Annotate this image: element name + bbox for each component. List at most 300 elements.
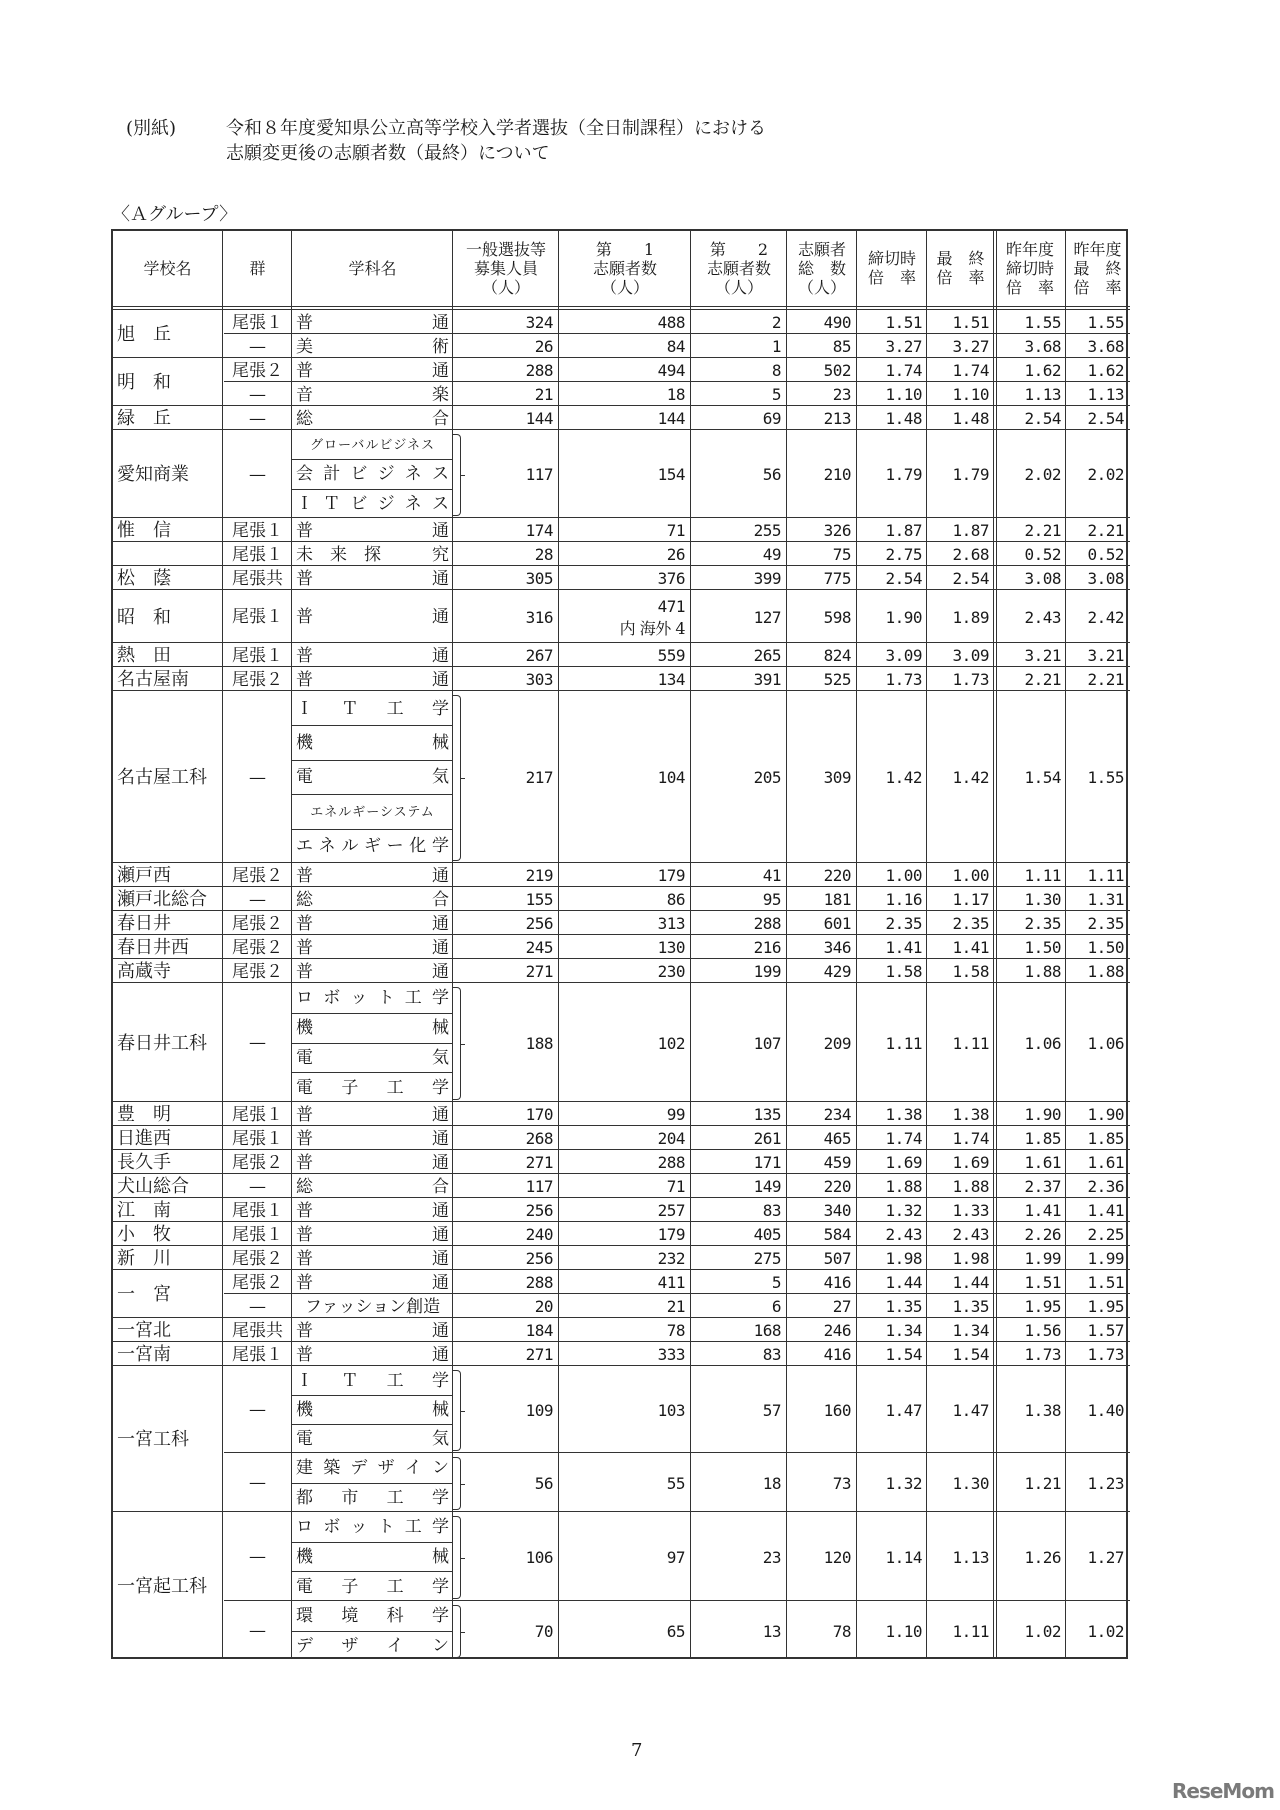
dept-divider [291, 1542, 452, 1543]
second-value [691, 644, 787, 668]
deadline-text: 1.87 [885, 521, 922, 540]
dept-divider [291, 1072, 452, 1073]
second-value [691, 1367, 787, 1454]
row-divider [113, 862, 1130, 863]
second-text: 405 [753, 1225, 781, 1244]
group-text: — [249, 1033, 266, 1053]
first-text: 102 [657, 1033, 685, 1053]
final-text: 2.54 [952, 569, 989, 588]
department-text-left: 普 [296, 865, 313, 886]
school-name-text: 旭 丘 [117, 324, 171, 345]
final-value [927, 692, 994, 864]
final-value [927, 1103, 994, 1127]
first-value [559, 567, 691, 591]
second-value [691, 311, 787, 335]
prev_deadline-text: 1.51 [1024, 1273, 1061, 1292]
capacity-text: 144 [525, 409, 553, 428]
dept-char: エ [296, 836, 313, 857]
second-text: 255 [753, 521, 781, 540]
total-text: 598 [823, 607, 851, 627]
prev-deadline-value [994, 984, 1066, 1103]
department-text-right: 通 [432, 520, 449, 541]
capacity-text: 256 [525, 1201, 553, 1220]
prev_deadline-text: 1.26 [1024, 1547, 1061, 1567]
dept-char: ロ [296, 1517, 313, 1538]
prev-deadline-value [994, 1271, 1066, 1295]
department-text-right: 通 [432, 937, 449, 958]
second-value [691, 1271, 787, 1295]
department-name [292, 1367, 453, 1396]
row-divider [113, 1197, 1130, 1198]
group-cell [223, 1127, 292, 1151]
capacity-text: 188 [525, 1033, 553, 1053]
capacity-value [453, 359, 559, 383]
department-name [292, 1543, 453, 1573]
school-name [113, 1127, 224, 1151]
department-text-right: 術 [432, 336, 449, 357]
school-name-text: 一宮南 [117, 1344, 171, 1365]
prev_final-text: 1.27 [1087, 1547, 1124, 1567]
prev-deadline-value [994, 1367, 1066, 1454]
group-cell [223, 888, 292, 912]
prev_final-text: 1.02 [1087, 1621, 1124, 1641]
group-cell [223, 1295, 292, 1319]
first-value [559, 1343, 691, 1367]
prev_deadline-text: 1.02 [1024, 1621, 1061, 1641]
prev_deadline-text: 1.11 [1024, 866, 1061, 885]
first-value [559, 1513, 691, 1602]
department-text [296, 698, 449, 719]
department-name [292, 519, 453, 543]
total-text: 429 [823, 962, 851, 981]
final-value [927, 644, 994, 668]
total-value [787, 1199, 857, 1223]
dept-char: Ｔ [323, 493, 341, 514]
prev_deadline-text: 1.30 [1024, 890, 1061, 909]
prev-final-value [1066, 1175, 1129, 1199]
final-value [927, 543, 994, 567]
second-text: 57 [762, 1400, 781, 1420]
second-value [691, 519, 787, 543]
department-name [292, 383, 453, 407]
department-name [292, 644, 453, 668]
total-text: 220 [823, 1177, 851, 1196]
capacity-text: 240 [525, 1225, 553, 1244]
dept-char: 子 [341, 1077, 359, 1098]
dept-char: 工 [386, 1077, 404, 1098]
first-text: 230 [657, 962, 685, 981]
dept-char: ト [377, 1517, 395, 1538]
department-text [296, 1546, 449, 1567]
first-text: 232 [657, 1249, 685, 1268]
department-text-left: 普 [296, 360, 313, 381]
dept-char: ッ [350, 988, 368, 1009]
department-text: エネルギーシステム [310, 804, 435, 820]
deadline-text: 1.32 [885, 1473, 922, 1493]
prev-deadline-value [994, 359, 1066, 383]
dept-char: 械 [432, 733, 449, 754]
department-name [292, 795, 453, 829]
first-text: 104 [657, 768, 685, 787]
header-line: 締切時 [1005, 258, 1054, 278]
final-text: 1.47 [952, 1400, 989, 1420]
prev_final-text: 1.57 [1087, 1321, 1124, 1340]
row-divider [224, 1600, 1130, 1601]
second-value [691, 1103, 787, 1127]
total-text: 209 [823, 1033, 851, 1053]
total-value [787, 311, 857, 335]
group-cell [223, 591, 292, 644]
deadline-text: 1.51 [885, 313, 922, 332]
second-text: 216 [753, 938, 781, 957]
second-text: 6 [771, 1297, 781, 1316]
prev_final-text: 1.99 [1087, 1249, 1124, 1268]
prev_final-text: 1.51 [1087, 1273, 1124, 1292]
prev-final-value [1066, 359, 1129, 383]
total-value [787, 692, 857, 864]
total-value [787, 1103, 857, 1127]
final-value [927, 960, 994, 984]
header-line: （人） [600, 277, 649, 297]
dept-char: ザ [341, 1635, 359, 1656]
prev-deadline-value [994, 1602, 1066, 1661]
department-text-right: 通 [432, 1224, 449, 1245]
department-text-right: 通 [432, 913, 449, 934]
group-cell [223, 1103, 292, 1127]
deadline-value [857, 864, 927, 888]
final-value [927, 1271, 994, 1295]
first-text: 134 [657, 670, 685, 689]
header-line: （人） [714, 277, 763, 297]
total-value [787, 1513, 857, 1602]
final-text: 1.10 [952, 385, 989, 404]
prev_final-text: 2.02 [1087, 465, 1124, 484]
group-text: — [249, 464, 266, 485]
second-text: 127 [753, 607, 781, 627]
department-text [296, 1402, 449, 1419]
second-value [691, 1127, 787, 1151]
prev-deadline-value [994, 1295, 1066, 1319]
capacity-value [453, 960, 559, 984]
row-divider [113, 1341, 1130, 1342]
first-text: 494 [657, 361, 685, 380]
group-cell [223, 1367, 292, 1454]
dept-char: ギ [363, 836, 381, 857]
capacity-text: 56 [534, 1473, 553, 1493]
school-name-text: 春日井 [117, 913, 171, 934]
deadline-text: 1.69 [885, 1153, 922, 1172]
department-text [296, 1373, 449, 1390]
prev_final-text: 1.41 [1087, 1201, 1124, 1220]
total-value [787, 1367, 857, 1454]
dept-divider [291, 794, 452, 795]
prev-deadline-value [994, 1343, 1066, 1367]
first-value [559, 591, 691, 644]
capacity-value [453, 864, 559, 888]
total-value [787, 668, 857, 692]
capacity-text: 271 [525, 962, 553, 981]
group-text: 尾張１ [232, 1200, 283, 1221]
first-text: 99 [666, 1105, 685, 1124]
deadline-text: 1.98 [885, 1249, 922, 1268]
first-value [559, 431, 691, 519]
first-value [559, 960, 691, 984]
final-text: 1.73 [952, 670, 989, 689]
prev_deadline-text: 1.41 [1024, 1201, 1061, 1220]
school-name-text: 豊 明 [117, 1104, 171, 1125]
school-name [113, 567, 224, 591]
capacity-text: 324 [525, 313, 553, 332]
total-text: 824 [823, 646, 851, 665]
header-line: 募集人員 [473, 258, 538, 278]
row-divider [113, 910, 1130, 911]
department-name [292, 431, 453, 460]
department-text: ファッション創造 [304, 1296, 441, 1317]
total-text: 73 [832, 1473, 851, 1493]
dept-char: 気 [432, 1429, 449, 1449]
prev_final-text: 2.42 [1087, 607, 1124, 627]
final-value [927, 912, 994, 936]
prev-final-value [1066, 591, 1129, 644]
capacity-value [453, 1367, 559, 1454]
prev_deadline-text: 2.54 [1024, 409, 1061, 428]
first-value [559, 519, 691, 543]
department-text-right: 通 [432, 865, 449, 886]
deadline-text: 1.14 [885, 1547, 922, 1567]
capacity-value [453, 1199, 559, 1223]
second-value [691, 668, 787, 692]
header-line: （人） [797, 277, 846, 297]
group-cell [223, 383, 292, 407]
department-name [292, 335, 453, 359]
first-value [559, 936, 691, 960]
final-value [927, 1295, 994, 1319]
prev-final-value [1066, 311, 1129, 335]
second-text: 205 [753, 768, 781, 787]
total-text: 23 [832, 385, 851, 404]
row-divider [113, 1221, 1130, 1222]
prev_final-text: 1.88 [1087, 962, 1124, 981]
prev-deadline-value [994, 311, 1066, 335]
first-text: 103 [657, 1400, 685, 1420]
prev-final-value [1066, 912, 1129, 936]
header-line: 倍 率 [936, 268, 985, 287]
deadline-text: 1.74 [885, 1129, 922, 1148]
final-value [927, 567, 994, 591]
prev_final-text: 1.95 [1087, 1297, 1124, 1316]
capacity-text: 28 [534, 545, 553, 564]
total-value [787, 1343, 857, 1367]
department-name [292, 1014, 453, 1044]
group-cell [223, 519, 292, 543]
school-name [113, 1199, 224, 1223]
header-final-rate [927, 231, 994, 305]
total-text: 507 [823, 1249, 851, 1268]
dept-char: 電 [296, 1047, 313, 1068]
prev_final-text: 1.85 [1087, 1129, 1124, 1148]
row-divider [113, 1149, 1130, 1150]
group-text: 尾張共 [232, 568, 283, 589]
group-text: — [249, 767, 266, 788]
prev-deadline-value [994, 864, 1066, 888]
second-value [691, 383, 787, 407]
department-name [292, 1572, 453, 1602]
deadline-text: 1.74 [885, 361, 922, 380]
school-name-text: 瀬戸西 [117, 865, 171, 886]
prev-deadline-value [994, 668, 1066, 692]
department-text [296, 1431, 449, 1448]
capacity-value [453, 1175, 559, 1199]
department-text-left: 普 [296, 645, 313, 666]
dept-divider [291, 1395, 452, 1396]
final-value [927, 984, 994, 1103]
first-text: 84 [666, 337, 685, 356]
final-value [927, 1247, 994, 1271]
school-name-text: 瀬戸北総合 [117, 889, 207, 910]
deadline-text: 2.35 [885, 914, 922, 933]
total-text: 246 [823, 1321, 851, 1340]
total-value [787, 359, 857, 383]
first-text: 71 [666, 521, 685, 540]
department-name [292, 864, 453, 888]
second-value [691, 1151, 787, 1175]
final-value [927, 407, 994, 431]
final-text: 1.79 [952, 465, 989, 484]
total-text: 340 [823, 1201, 851, 1220]
header-school-name [112, 231, 223, 305]
deadline-text: 1.32 [885, 1201, 922, 1220]
final-text: 1.42 [952, 768, 989, 787]
total-text: 459 [823, 1153, 851, 1172]
dept-divider [291, 725, 452, 726]
school-name [113, 1247, 224, 1271]
first-value [559, 1319, 691, 1343]
prev-deadline-value [994, 960, 1066, 984]
second-value [691, 567, 787, 591]
first-value [559, 912, 691, 936]
dept-char: Ｉ [296, 1371, 313, 1391]
group-text: — [249, 1473, 266, 1493]
deadline-text: 3.27 [885, 337, 922, 356]
second-value [691, 543, 787, 567]
deadline-text: 1.41 [885, 938, 922, 957]
prev-final-value [1066, 1247, 1129, 1271]
capacity-text: 245 [525, 938, 553, 957]
capacity-value [453, 407, 559, 431]
dept-char: 科 [386, 1606, 404, 1627]
final-value [927, 519, 994, 543]
group-text: — [249, 408, 266, 429]
group-cell [223, 359, 292, 383]
final-text: 1.41 [952, 938, 989, 957]
dept-char: 械 [432, 1018, 449, 1039]
school-name-text: 松 蔭 [117, 568, 171, 589]
school-name-text: 緑 丘 [117, 408, 171, 429]
department-name [292, 692, 453, 726]
department-name [292, 726, 453, 760]
group-cell [223, 692, 292, 864]
deadline-value [857, 359, 927, 383]
department-text [296, 1635, 449, 1656]
prev-final-value [1066, 1295, 1129, 1319]
department-text-right: 通 [432, 1344, 449, 1365]
first-text: 130 [657, 938, 685, 957]
first-value [559, 984, 691, 1103]
dept-char: イ [404, 1458, 422, 1479]
second-text: 23 [762, 1547, 781, 1567]
department-name [292, 1425, 453, 1454]
second-value [691, 1513, 787, 1602]
second-value [691, 407, 787, 431]
school-name [113, 888, 224, 912]
department-name [292, 591, 453, 644]
total-text: 309 [823, 768, 851, 787]
final-text: 1.51 [952, 313, 989, 332]
second-text: 275 [753, 1249, 781, 1268]
prev-deadline-value [994, 383, 1066, 407]
final-text: 1.74 [952, 361, 989, 380]
second-value [691, 1223, 787, 1247]
department-text-left: 総 [296, 1176, 313, 1197]
deadline-value [857, 335, 927, 359]
prev-final-value [1066, 888, 1129, 912]
final-text: 1.69 [952, 1153, 989, 1172]
second-value [691, 1602, 787, 1661]
department-name [292, 761, 453, 795]
header-line: 最 終 [1073, 258, 1122, 278]
group-cell [223, 1602, 292, 1661]
final-value [927, 1513, 994, 1602]
second-value [691, 960, 787, 984]
dept-char: ザ [377, 1458, 395, 1479]
header-line: 第 2 [709, 239, 769, 259]
prev-final-value [1066, 1513, 1129, 1602]
dept-char: 築 [323, 1458, 341, 1479]
dept-char: 市 [341, 1487, 359, 1508]
prev-deadline-value [994, 591, 1066, 644]
department-name [292, 407, 453, 431]
prev_deadline-text: 2.21 [1024, 521, 1061, 540]
department-name [292, 912, 453, 936]
prev_deadline-text: 2.37 [1024, 1177, 1061, 1196]
prev_deadline-text: 1.95 [1024, 1297, 1061, 1316]
capacity-value [453, 692, 559, 864]
school-name [113, 960, 224, 984]
department-text-left: 未 来 探 [296, 544, 381, 565]
deadline-value [857, 591, 927, 644]
group-text: — [249, 889, 266, 910]
header-line: 締切時 [867, 249, 916, 268]
deadline-value [857, 912, 927, 936]
prev_final-text: 2.35 [1087, 914, 1124, 933]
department-name [292, 960, 453, 984]
department-name [292, 543, 453, 567]
first-value [559, 383, 691, 407]
group-cell [223, 984, 292, 1103]
second-text: 168 [753, 1321, 781, 1340]
capacity-value [453, 1223, 559, 1247]
prev-deadline-value [994, 1319, 1066, 1343]
capacity-text: 305 [525, 569, 553, 588]
final-value [927, 359, 994, 383]
final-text: 1.34 [952, 1321, 989, 1340]
row-divider [113, 517, 1130, 518]
prev-deadline-value [994, 888, 1066, 912]
school-name-text: 長久手 [117, 1152, 171, 1173]
group-text: 尾張２ [232, 360, 283, 381]
prev_final-text: 1.61 [1087, 1153, 1124, 1172]
row-divider [113, 1511, 1130, 1512]
